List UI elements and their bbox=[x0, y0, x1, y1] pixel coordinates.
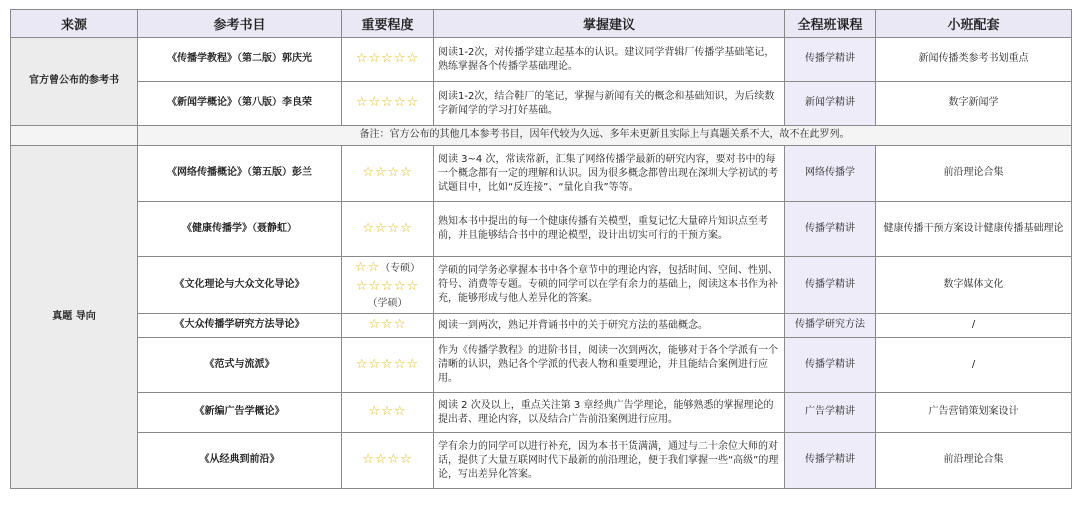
full-course: 传播学精讲 bbox=[785, 257, 876, 314]
mastery-advice: 学有余力的同学可以进行补充，因为本书干货满满，通过与二十余位大师的对话，提供了大量互联网时代下最新的前沿理论，便于我们掌握一些“高级”的理论，写出差异化答案。 bbox=[434, 433, 785, 489]
book-title: 《健康传播学》（聂静虹） bbox=[138, 202, 342, 257]
mastery-advice: 阅读一到两次，熟记并背诵书中的关于研究方法的基础概念。 bbox=[434, 314, 785, 338]
full-course: 广告学精讲 bbox=[785, 393, 876, 433]
reference-books-table bbox=[10, 9, 1072, 489]
mastery-advice: 作为《传播学教程》的进阶书目，阅读一次到两次，能够对于各个学派有一个清晰的认识，熟记各个学派的代表人物和重要理论，并且能结合案例进行应用。 bbox=[434, 338, 785, 393]
small-class: 数字新闻学 bbox=[876, 82, 1072, 126]
star-icon: ☆☆☆☆ bbox=[362, 452, 413, 468]
label-academic: （学硕） bbox=[367, 297, 408, 309]
importance-rating bbox=[342, 82, 434, 126]
table-row bbox=[11, 146, 1072, 202]
header-importance: 重要程度 bbox=[342, 10, 434, 38]
label-pro: （专硕） bbox=[380, 263, 421, 274]
full-course: 传播学精讲 bbox=[785, 338, 876, 393]
importance-line-pro bbox=[346, 259, 429, 278]
table-row bbox=[11, 38, 1072, 82]
star-icon: ☆☆☆☆☆ bbox=[355, 278, 420, 294]
star-icon: ☆☆☆ bbox=[368, 404, 407, 420]
importance-rating bbox=[342, 38, 434, 82]
header-small-class: 小班配套 bbox=[876, 10, 1072, 38]
small-class: 新闻传播类参考书划重点 bbox=[876, 38, 1072, 82]
source-exam-oriented: 真题 导向 bbox=[11, 146, 138, 489]
header-advice: 掌握建议 bbox=[434, 10, 785, 38]
table-row bbox=[11, 433, 1072, 489]
mastery-advice: 学硕的同学务必掌握本书中各个章节中的理论内容，包括时间、空间、性别、符号、消费等专题。专硕的同学可以在学有余力的基础上，阅读这本书作为补充，能够形成与他人差异化的答案。 bbox=[434, 257, 785, 314]
full-course: 传播学研究方法 bbox=[785, 314, 876, 338]
note-lead-cell bbox=[11, 126, 138, 146]
book-title: 《新编广告学概论》 bbox=[138, 393, 342, 433]
header-row bbox=[11, 10, 1072, 38]
importance-rating bbox=[342, 393, 434, 433]
book-title: 《文化理论与大众文化导论》 bbox=[138, 257, 342, 314]
table-row bbox=[11, 338, 1072, 393]
star-icon: ☆☆ bbox=[354, 260, 381, 275]
importance-rating bbox=[342, 433, 434, 489]
note-text: 备注：官方公布的其他几本参考书目，因年代较为久远、多年未更新且实际上与真题关系不大，故不在此罗列。 bbox=[138, 126, 1072, 146]
small-class: 前沿理论合集 bbox=[876, 146, 1072, 202]
mastery-advice: 阅读1-2次，对传播学建立起基本的认识。建议同学背辑厂传播学基础笔记，熟练掌握各个传播学基础理论。 bbox=[434, 38, 785, 82]
small-class: 前沿理论合集 bbox=[876, 433, 1072, 489]
importance-rating bbox=[342, 146, 434, 202]
importance-rating bbox=[342, 338, 434, 393]
note-row bbox=[11, 126, 1072, 146]
book-title: 《传播学教程》（第二版）郭庆光 bbox=[138, 38, 342, 82]
mastery-advice: 阅读 3~4 次，常读常新，汇集了网络传播学最新的研究内容，要对书中的每一个概念都有一定的理解和认识。因为很多概念都曾出现在深圳大学初试的考试题目中，比如“反连接”、“量化自我”等等。 bbox=[434, 146, 785, 202]
small-class: / bbox=[876, 338, 1072, 393]
header-course: 全程班课程 bbox=[785, 10, 876, 38]
importance-rating bbox=[342, 257, 434, 314]
importance-rating bbox=[342, 202, 434, 257]
mastery-advice: 阅读1-2次，结合鞋厂的笔记，掌握与新闻有关的概念和基础知识，为后续数字新闻学的学习打好基础。 bbox=[434, 82, 785, 126]
small-class: 数字媒体文化 bbox=[876, 257, 1072, 314]
small-class: / bbox=[876, 314, 1072, 338]
star-icon: ☆☆☆☆ bbox=[362, 165, 413, 181]
small-class: 健康传播干预方案设计健康传播基础理论 bbox=[876, 202, 1072, 257]
table-row bbox=[11, 314, 1072, 338]
book-title: 《大众传播学研究方法导论》 bbox=[138, 314, 342, 338]
table-row bbox=[11, 393, 1072, 433]
source-official: 官方曾公布的参考书 bbox=[11, 38, 138, 126]
star-icon: ☆☆☆ bbox=[368, 317, 407, 333]
full-course: 传播学精讲 bbox=[785, 38, 876, 82]
header-source: 来源 bbox=[11, 10, 138, 38]
table-row bbox=[11, 202, 1072, 257]
table-row bbox=[11, 257, 1072, 314]
header-book: 参考书目 bbox=[138, 10, 342, 38]
mastery-advice: 阅读 2 次及以上，重点关注第 3 章经典广告学理论，能够熟悉的掌握理论的提出者、理论内容，以及结合广告前沿案例进行应用。 bbox=[434, 393, 785, 433]
full-course: 新闻学精讲 bbox=[785, 82, 876, 126]
star-icon: ☆☆☆☆☆ bbox=[355, 51, 420, 67]
book-title: 《网络传播概论》（第五版）彭兰 bbox=[138, 146, 342, 202]
importance-rating bbox=[342, 314, 434, 338]
star-icon: ☆☆☆☆☆ bbox=[355, 95, 420, 111]
full-course: 传播学精讲 bbox=[785, 433, 876, 489]
book-title: 《新闻学概论》（第八版）李良荣 bbox=[138, 82, 342, 126]
table-row bbox=[11, 82, 1072, 126]
star-icon: ☆☆☆☆☆ bbox=[355, 356, 420, 372]
small-class: 广告营销策划案设计 bbox=[876, 393, 1072, 433]
mastery-advice: 熟知本书中提出的每一个健康传播有关模型，重复记忆大量碎片知识点至考前，并且能够结合书中的理论模型，设计出切实可行的干预方案。 bbox=[434, 202, 785, 257]
star-icon: ☆☆☆☆ bbox=[362, 220, 413, 236]
book-title: 《从经典到前沿》 bbox=[138, 433, 342, 489]
full-course: 网络传播学 bbox=[785, 146, 876, 202]
full-course: 传播学精讲 bbox=[785, 202, 876, 257]
book-title: 《范式与流派》 bbox=[138, 338, 342, 393]
